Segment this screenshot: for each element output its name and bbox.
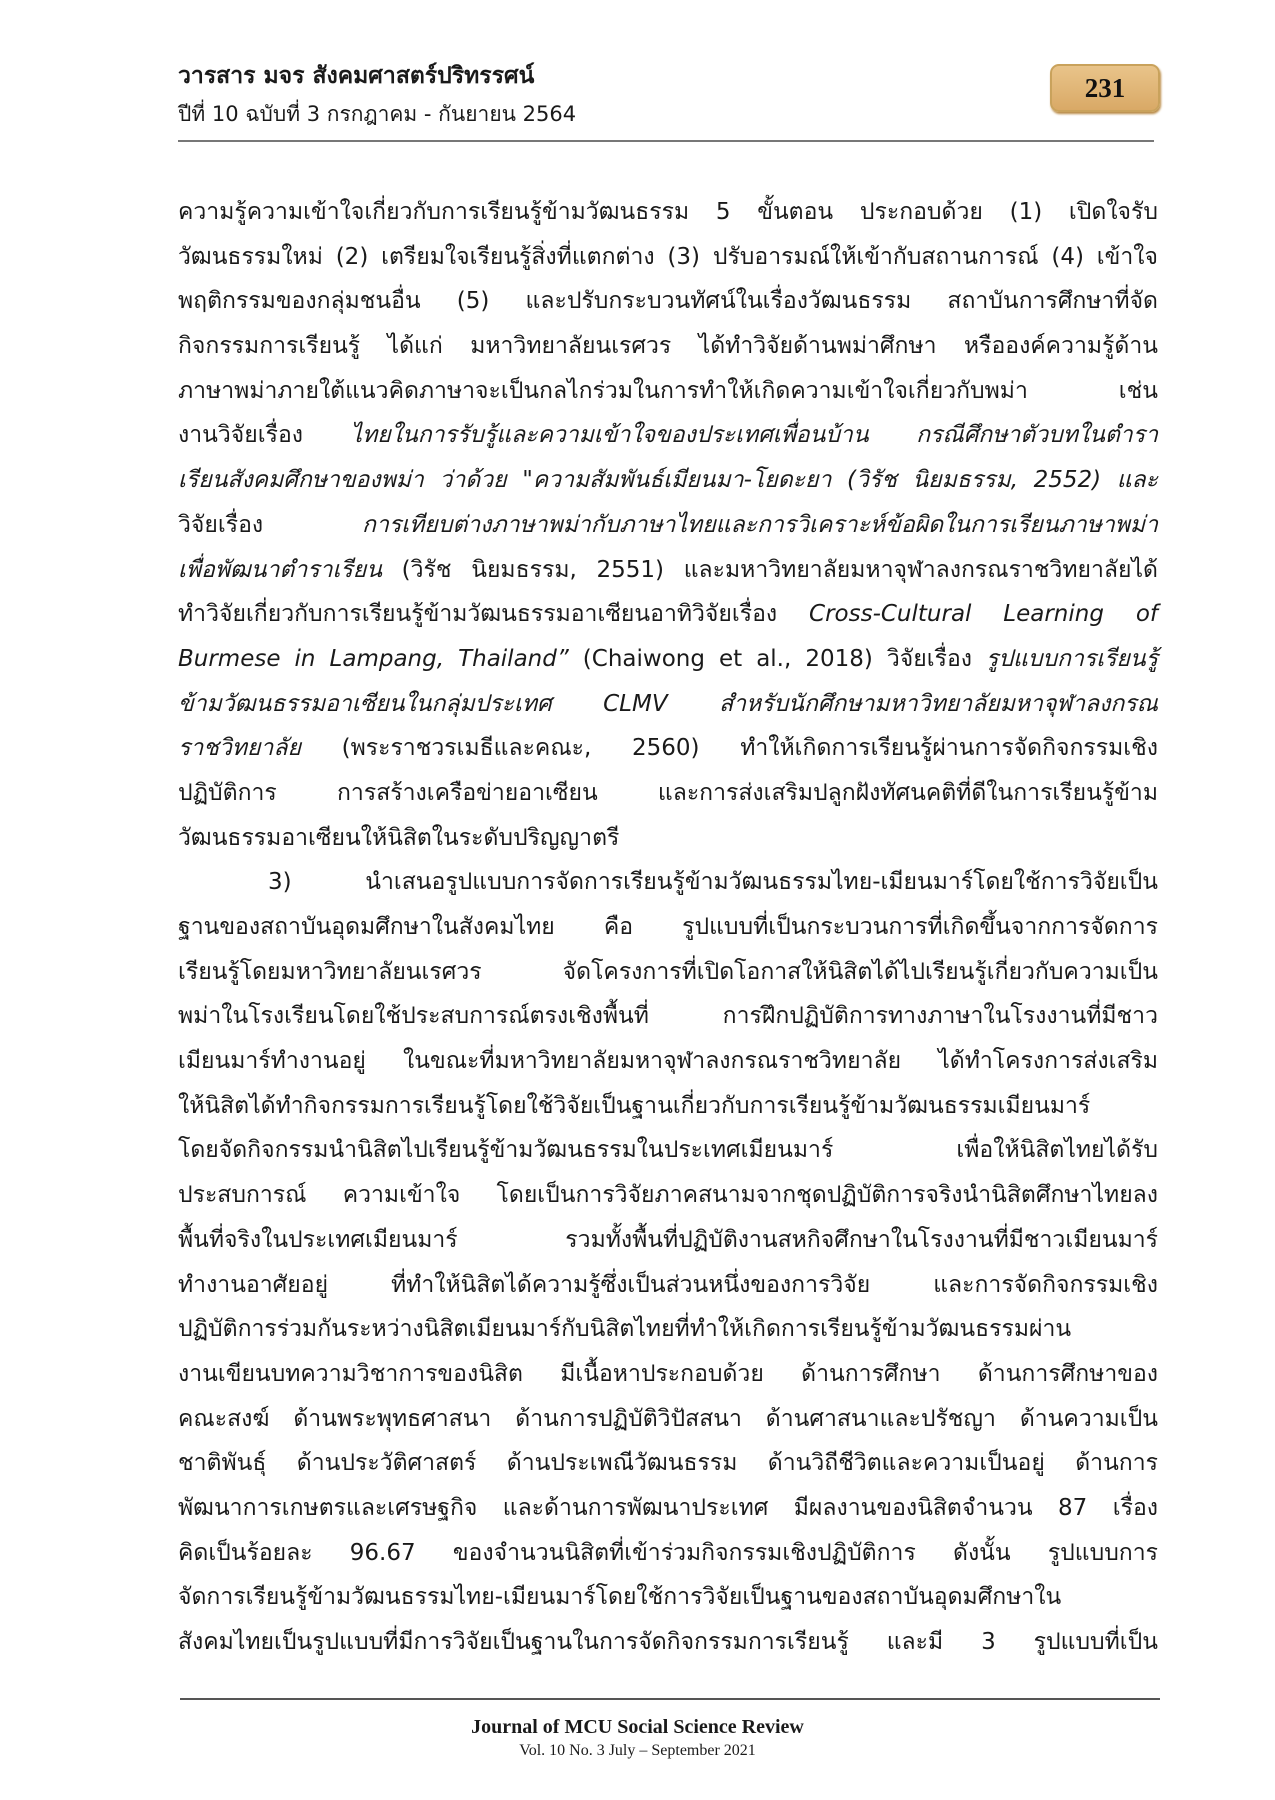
text-line bbox=[178, 1307, 1158, 1352]
text-line bbox=[178, 1397, 1158, 1442]
body-text-segment: 3) นำเสนอรูปแบบการจัดการเรียนรู้ข้ามวัฒนธรรมไทย-เมียนมาร์โดยใช้การวิจัยเป็น bbox=[268, 869, 1158, 896]
text-line bbox=[178, 1128, 1158, 1173]
text-line bbox=[178, 190, 1158, 235]
text-line bbox=[178, 950, 1158, 995]
italic-title-text: Cross-Cultural Learning of bbox=[809, 601, 1158, 628]
body-text-segment: ทำวิจัยเกี่ยวกับการเรียนรู้ข้ามวัฒนธรรมอาเซียนอาทิวิจัยเรื่อง bbox=[178, 601, 810, 628]
italic-title-text: ไทยในการรับรู้และความเข้าใจของประเทศเพื่อนบ้าน กรณีศึกษาตัวบทในตำรา bbox=[350, 422, 1158, 449]
body-text-segment: งานเขียนบทความวิชาการของนิสิต มีเนื้อหาประกอบด้วย ด้านการศึกษา ด้านการศึกษาของ bbox=[178, 1360, 1158, 1387]
body-text-segment: ชาติพันธุ์ ด้านประวัติศาสตร์ ด้านประเพณีวัฒนธรรม ด้านวิถีชีวิตและความเป็นอยู่ ด้านการ bbox=[178, 1450, 1158, 1477]
text-line bbox=[178, 458, 1158, 503]
body-text-segment: ภาษาพม่าภายใต้แนวคิดภาษาจะเป็นกลไกร่วมในการทำให้เกิดความเข้าใจเกี่ยวกับพม่า เช่น bbox=[178, 377, 1158, 404]
body-text-segment: เมียนมาร์ทำงานอยู่ ในขณะที่มหาวิทยาลัยมหาจุฬาลงกรณราชวิทยาลัย ได้ทำโครงการส่งเสริม bbox=[178, 1048, 1158, 1075]
text-line bbox=[178, 1084, 1158, 1129]
body-text-segment: โดยจัดกิจกรรมนำนิสิตไปเรียนรู้ข้ามวัฒนธรรมในประเทศเมียนมาร์ เพื่อให้นิสิตไทยได้รับ bbox=[178, 1137, 1158, 1164]
text-line bbox=[178, 413, 1158, 458]
text-line bbox=[178, 1531, 1158, 1576]
body-text-segment: พม่าในโรงเรียนโดยใช้ประสบการณ์ตรงเชิงพื้นที่ การฝึกปฏิบัติการทางภาษาในโรงงานที่มีชาว bbox=[178, 1003, 1158, 1030]
italic-title-text: รูปแบบการเรียนรู้ bbox=[986, 645, 1158, 672]
text-line bbox=[178, 1218, 1158, 1263]
text-line bbox=[178, 771, 1158, 816]
body-text-segment: กิจกรรมการเรียนรู้ ได้แก่ มหาวิทยาลัยนเรศวร ได้ทำวิจัยด้านพม่าศึกษา หรือองค์ความรู้ด้าน bbox=[178, 333, 1158, 360]
body-text-segment: พัฒนาการเกษตรและเศรษฐกิจ และด้านการพัฒนาประเทศ มีผลงานของนิสิตจำนวน 87 เรื่อง bbox=[178, 1494, 1158, 1521]
body-text-segment: พื้นที่จริงในประเทศเมียนมาร์ รวมทั้งพื้นที่ปฏิบัติงานสหกิจศึกษาในโรงงานที่มีชาวเมียนมาร์ bbox=[178, 1226, 1158, 1253]
body-text-segment: สังคมไทยเป็นรูปแบบที่มีการวิจัยเป็นฐานในการจัดกิจกรรมการเรียนรู้ และมี 3 รูปแบบที่เป็น bbox=[178, 1629, 1158, 1655]
text-line bbox=[178, 994, 1158, 1039]
body-text-segment: (พระราชวรเมธีและคณะ, 2560) ทำให้เกิดการเรียนรู้ผ่านการจัดกิจกรรมเชิง bbox=[300, 735, 1158, 762]
text-line bbox=[178, 1575, 1158, 1620]
body-text-segment: ฐานของสถาบันอุดมศึกษาในสังคมไทย คือ รูปแบบที่เป็นกระบวนการที่เกิดขึ้นจากการจัดการ bbox=[178, 914, 1158, 940]
body-text-segment: คิดเป็นร้อยละ 96.67 ของจำนวนนิสิตที่เข้าร่วมกิจกรรมเชิงปฏิบัติการ ดังนั้น รูปแบบการ bbox=[178, 1539, 1158, 1566]
footer-journal-title: Journal of MCU Social Science Review bbox=[471, 1716, 804, 1738]
text-line bbox=[178, 1173, 1158, 1218]
body-text-segment: (วิรัช นิยมธรรม, 2551) และมหาวิทยาลัยมหาจุฬาลงกรณราชวิทยาลัยได้ bbox=[381, 556, 1158, 583]
header-divider bbox=[178, 140, 1154, 142]
italic-title-text: เรียนสังคมศึกษาของพม่า ว่าด้วย "ความสัมพันธ์เมียนมา-โยดะยา (วิรัช นิยมธรรม, 2552) และ bbox=[178, 467, 1158, 494]
text-line bbox=[178, 1039, 1158, 1084]
body-text-segment: ทำงานอาศัยอยู่ ที่ทำให้นิสิตได้ความรู้ซึ่งเป็นส่วนหนึ่งของการวิจัย และการจัดกิจกรรมเชิง bbox=[178, 1271, 1158, 1298]
text-line bbox=[178, 682, 1158, 727]
text-line bbox=[178, 726, 1158, 771]
text-line bbox=[178, 592, 1158, 637]
body-text-segment: วัฒนธรรมอาเซียนให้นิสิตในระดับปริญญาตรี bbox=[178, 824, 620, 851]
issue-info: ปีที่ 10 ฉบับที่ 3 กรกฎาคม - กันยายน 2564 bbox=[178, 102, 577, 126]
body-text bbox=[178, 190, 1158, 1665]
body-text-segment: ประสบการณ์ ความเข้าใจ โดยเป็นการวิจัยภาคสนามจากชุดปฏิบัติการจริงนำนิสิตศึกษาไทยลง bbox=[178, 1182, 1158, 1209]
body-text-segment: (Chaiwong et al., 2018) วิจัยเรื่อง bbox=[568, 645, 987, 672]
body-text-segment: งานวิจัยเรื่อง bbox=[178, 422, 351, 449]
text-line bbox=[178, 816, 1158, 861]
body-text-segment: ให้นิสิตได้ทำกิจกรรมการเรียนรู้โดยใช้วิจัยเป็นฐานเกี่ยวกับการเรียนรู้ข้ามวัฒนธรรมเมียนมาร์ bbox=[178, 1092, 1091, 1119]
text-line bbox=[178, 324, 1158, 369]
text-line bbox=[178, 1486, 1158, 1531]
text-line bbox=[178, 279, 1158, 324]
footer-divider bbox=[180, 1698, 1160, 1700]
text-line bbox=[178, 548, 1158, 593]
italic-title-text: ราชวิทยาลัย bbox=[178, 735, 301, 762]
text-line bbox=[178, 1620, 1158, 1665]
page-number-badge: 231 bbox=[1050, 64, 1160, 112]
body-text-segment: เรียนรู้โดยมหาวิทยาลัยนเรศวร จัดโครงการที่เปิดโอกาสให้นิสิตได้ไปเรียนรู้เกี่ยวกับความเป็น bbox=[178, 958, 1158, 985]
footer-issue-info: Vol. 10 No. 3 July – September 2021 bbox=[519, 1742, 756, 1759]
body-text-segment: ปฏิบัติการ การสร้างเครือข่ายอาเซียน และการส่งเสริมปลูกฝังทัศนคติที่ดีในการเรียนรู้ข้าม bbox=[178, 779, 1158, 806]
text-line bbox=[178, 1263, 1158, 1308]
italic-title-text: การเทียบต่างภาษาพม่ากับภาษาไทยและการวิเคราะห์ข้อผิดในการเรียนภาษาพม่า bbox=[362, 511, 1158, 538]
body-text-segment: ความรู้ความเข้าใจเกี่ยวกับการเรียนรู้ข้ามวัฒนธรรม 5 ขั้นตอน ประกอบด้วย (1) เปิดใจรับ bbox=[178, 199, 1158, 225]
body-text-segment: วิจัยเรื่อง bbox=[178, 511, 363, 538]
text-line bbox=[178, 503, 1158, 548]
body-text-segment: คณะสงฆ์ ด้านพระพุทธศาสนา ด้านการปฏิบัติวิปัสสนา ด้านศาสนาและปรัชญา ด้านความเป็น bbox=[178, 1405, 1158, 1432]
italic-title-text: เพื่อพัฒนาตำราเรียน bbox=[178, 556, 382, 583]
body-text-segment: วัฒนธรรมใหม่ (2) เตรียมใจเรียนรู้สิ่งที่แตกต่าง (3) ปรับอารมณ์ให้เข้ากับสถานการณ์ (4) เข้าใจ bbox=[178, 243, 1158, 270]
text-line bbox=[178, 235, 1158, 280]
body-text-segment: ปฏิบัติการร่วมกันระหว่างนิสิตเมียนมาร์กับนิสิตไทยที่ทำให้เกิดการเรียนรู้ข้ามวัฒนธรรมผ่าน bbox=[178, 1316, 1072, 1343]
text-line bbox=[178, 905, 1158, 950]
italic-title-text: Burmese in Lampang, Thailand” bbox=[178, 645, 569, 672]
journal-title: วารสาร มจร สังคมศาสตร์ปริทรรศน์ bbox=[178, 63, 535, 89]
text-line bbox=[178, 1352, 1158, 1397]
text-line bbox=[178, 1441, 1158, 1486]
text-line bbox=[178, 860, 1158, 905]
body-text-segment: พฤติกรรมของกลุ่มชนอื่น (5) และปรับกระบวนทัศน์ในเรื่องวัฒนธรรม สถาบันการศึกษาที่จัด bbox=[178, 288, 1158, 315]
text-line bbox=[178, 369, 1158, 414]
text-line bbox=[178, 637, 1158, 682]
body-text-segment: จัดการเรียนรู้ข้ามวัฒนธรรมไทย-เมียนมาร์โดยใช้การวิจัยเป็นฐานของสถาบันอุดมศึกษาใน bbox=[178, 1584, 1062, 1611]
italic-title-text: ข้ามวัฒนธรรมอาเซียนในกลุ่มประเทศ CLMV สำหรับนักศึกษามหาวิทยาลัยมหาจุฬาลงกรณ bbox=[178, 690, 1158, 717]
